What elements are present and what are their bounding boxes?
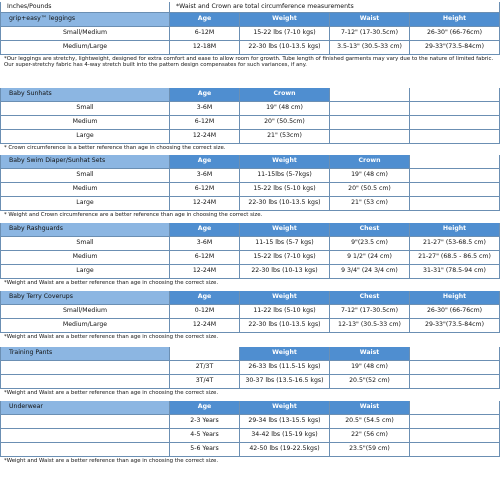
table-row <box>0 265 500 279</box>
section-title: Baby Terry Coverups <box>0 291 170 305</box>
table-cell: 15-22 lbs (7-10 kgs) <box>240 251 330 265</box>
size-name <box>0 375 170 389</box>
table-row <box>0 443 500 457</box>
table-cell: 29-33"(73.5-84cm) <box>410 41 500 55</box>
section-title: Underwear <box>0 401 170 415</box>
size-name: Medium/Large <box>0 41 170 55</box>
section-title: Baby Rashguards <box>0 223 170 237</box>
table-cell: 6-12M <box>170 183 240 197</box>
table-cell: 9 1/2" (24 cm) <box>330 251 410 265</box>
empty-cell <box>410 443 500 457</box>
column-header: Chest <box>330 223 410 237</box>
section-header-2 <box>0 155 500 169</box>
size-name: Medium <box>0 116 170 130</box>
section-note: *Weight and Waist are a better reference than age in choosing the correct size. <box>4 390 219 396</box>
table-row <box>0 169 500 183</box>
table-cell: 11-15 lbs (5-7 kgs) <box>240 237 330 251</box>
size-name: Small/Medium <box>0 27 170 41</box>
column-header: Height <box>410 13 500 27</box>
size-name <box>0 443 170 457</box>
table-cell: 12-13" (30.5-33 cm) <box>330 319 410 333</box>
table-row <box>0 415 500 429</box>
section-title: Baby Swim Diaper/Sunhat Sets <box>0 155 170 169</box>
empty-cell <box>410 169 500 183</box>
table-cell: 22" (56 cm) <box>330 429 410 443</box>
table-row <box>0 41 500 55</box>
size-name <box>0 361 170 375</box>
table-row <box>0 27 500 41</box>
table-cell: 21" (53 cm) <box>330 197 410 211</box>
section-header-5 <box>0 347 500 361</box>
table-cell: 12-24M <box>170 265 240 279</box>
section-title: grip+easy™ leggings <box>0 13 170 27</box>
column-header: Waist <box>330 401 410 415</box>
table-cell: 19" (48 cm) <box>330 169 410 183</box>
table-row <box>0 375 500 389</box>
size-name: Medium/Large <box>0 319 170 333</box>
table-row <box>0 319 500 333</box>
table-cell: 21-27" (68.5 - 86.5 cm) <box>410 251 500 265</box>
table-cell: 19" (48 cm) <box>330 361 410 375</box>
section-note: * Weight and Crown circumference are a better reference than age in choosing the correct size. <box>4 212 263 218</box>
table-cell: 26-30" (66-76cm) <box>410 27 500 41</box>
table-cell: 34-42 lbs (15-19 kgs) <box>240 429 330 443</box>
column-header: Weight <box>240 347 330 361</box>
empty-cell <box>410 116 500 130</box>
table-cell: 15-22 lbs (7-10 kgs) <box>240 27 330 41</box>
size-name: Medium <box>0 183 170 197</box>
table-cell: 26-30" (66-76cm) <box>410 305 500 319</box>
section-header-1 <box>0 88 500 102</box>
size-name: Large <box>0 130 170 144</box>
table-cell: 6-12M <box>170 116 240 130</box>
section-note: *Weight and Waist are a better reference than age in choosing the correct size. <box>4 458 219 464</box>
table-cell: 26-33 lbs (11.5-15 kgs) <box>240 361 330 375</box>
table-cell: 2-3 Years <box>170 415 240 429</box>
column-header: Weight <box>240 155 330 169</box>
table-cell: 7-12" (17-30.5cm) <box>330 27 410 41</box>
table-row <box>0 116 500 130</box>
size-name: Medium <box>0 251 170 265</box>
table-cell: 23.5"(59 cm) <box>330 443 410 457</box>
table-cell: 2T/3T <box>170 361 240 375</box>
table-cell: 15-22 lbs (5-10 kgs) <box>240 183 330 197</box>
table-cell: 6-12M <box>170 251 240 265</box>
table-cell: 31-31" (78.5-94 cm) <box>410 265 500 279</box>
table-row <box>0 102 500 116</box>
table-cell: 22-30 lbs (10-13.5 kgs) <box>240 197 330 211</box>
column-header: Height <box>410 223 500 237</box>
empty-cell <box>410 183 500 197</box>
table-cell: 22-30 lbs (10-13.5 kgs) <box>240 319 330 333</box>
column-header: Waist <box>330 347 410 361</box>
empty-cell <box>410 429 500 443</box>
column-header: Weight <box>240 401 330 415</box>
table-cell: 29-33"(73.5-84cm) <box>410 319 500 333</box>
table-cell: 4-5 Years <box>170 429 240 443</box>
table-cell: 21-27" (53-68.5 cm) <box>410 237 500 251</box>
table-cell: 20" (50.5cm) <box>240 116 330 130</box>
table-cell: 3T/4T <box>170 375 240 389</box>
section-note: *Our leggings are stretchy, lightweight, designed for extra comfort and ease to allow room for growth. Tube length of finished garments may vary due to the nature of limited fabric. Our super-stretchy fabric has 4-way stretch built into the pattern design compensates for such variances, if any. <box>4 56 494 69</box>
table-cell: 11-22 lbs (5-10 kgs) <box>240 305 330 319</box>
circumference-note: *Waist and Crown are total circumference measurements <box>170 2 500 13</box>
section-note: *Weight and Waist are a better reference than age in choosing the correct size. <box>4 334 219 340</box>
section-header-6 <box>0 401 500 415</box>
column-header: Crown <box>240 88 330 102</box>
column-header: Weight <box>240 291 330 305</box>
table-cell: 3.5-13" (30.5-33 cm) <box>330 41 410 55</box>
section-title: Training Pants <box>0 347 170 361</box>
column-header: Age <box>170 401 240 415</box>
empty-cell <box>410 415 500 429</box>
table-cell: 5-6 Years <box>170 443 240 457</box>
table-row <box>0 183 500 197</box>
column-header: Age <box>170 88 240 102</box>
empty-cell <box>410 361 500 375</box>
table-row <box>0 130 500 144</box>
size-name: Large <box>0 197 170 211</box>
table-cell: 7-12" (17-30.5cm) <box>330 305 410 319</box>
section-header-4 <box>0 291 500 305</box>
column-header: Age <box>170 291 240 305</box>
column-header: Weight <box>240 13 330 27</box>
empty-header-cell <box>410 88 500 102</box>
table-cell: 20.5" (54.5 cm) <box>330 415 410 429</box>
empty-cell <box>410 130 500 144</box>
table-cell: 20" (50.5 cm) <box>330 183 410 197</box>
empty-cell <box>330 102 410 116</box>
units-row <box>0 2 500 13</box>
column-header: Chest <box>330 291 410 305</box>
table-row <box>0 429 500 443</box>
table-cell: 0-12M <box>170 305 240 319</box>
table-cell: 3-6M <box>170 102 240 116</box>
empty-cell <box>410 375 500 389</box>
table-cell: 12-24M <box>170 197 240 211</box>
empty-header-cell <box>330 88 410 102</box>
empty-header-cell <box>410 155 500 169</box>
size-name: Small <box>0 237 170 251</box>
table-row <box>0 237 500 251</box>
column-header: Age <box>170 155 240 169</box>
empty-cell <box>330 130 410 144</box>
table-cell: 20.5"(52 cm) <box>330 375 410 389</box>
size-name <box>0 429 170 443</box>
column-header: Age <box>170 223 240 237</box>
column-header: Crown <box>330 155 410 169</box>
table-cell: 12-24M <box>170 319 240 333</box>
size-name: Small <box>0 169 170 183</box>
empty-cell <box>330 116 410 130</box>
section-note: *Weight and Waist are a better reference than age in choosing the correct size. <box>4 280 219 286</box>
section-title: Baby Sunhats <box>0 88 170 102</box>
column-header: Waist <box>330 13 410 27</box>
empty-header-cell <box>410 401 500 415</box>
table-cell: 12-24M <box>170 130 240 144</box>
section-note: * Crown circumference is a better reference than age in choosing the correct size. <box>4 145 226 151</box>
size-name <box>0 415 170 429</box>
empty-cell <box>410 197 500 211</box>
table-cell: 12-18M <box>170 41 240 55</box>
table-cell: 9"(23.5 cm) <box>330 237 410 251</box>
table-cell: 30-37 lbs (13.5-16.5 kgs) <box>240 375 330 389</box>
table-cell: 9 3/4" (24 3/4 cm) <box>330 265 410 279</box>
empty-header-cell <box>170 347 240 361</box>
size-name: Small/Medium <box>0 305 170 319</box>
empty-cell <box>410 102 500 116</box>
table-row <box>0 197 500 211</box>
table-cell: 42-50 lbs (19-22.5kgs) <box>240 443 330 457</box>
table-cell: 19" (48 cm) <box>240 102 330 116</box>
table-cell: 29-34 lbs (13-15.5 kgs) <box>240 415 330 429</box>
table-row <box>0 305 500 319</box>
table-cell: 21" (53cm) <box>240 130 330 144</box>
size-name: Small <box>0 102 170 116</box>
table-cell: 3-6M <box>170 169 240 183</box>
table-cell: 3-6M <box>170 237 240 251</box>
empty-header-cell <box>410 347 500 361</box>
section-header-0 <box>0 13 500 27</box>
table-cell: 11-15lbs (5-7kgs) <box>240 169 330 183</box>
column-header: Weight <box>240 223 330 237</box>
column-header: Height <box>410 291 500 305</box>
section-header-3 <box>0 223 500 237</box>
size-name: Large <box>0 265 170 279</box>
table-cell: 22-30 lbs (10-13 kgs) <box>240 265 330 279</box>
units-label: Inches/Pounds <box>0 2 170 13</box>
table-row <box>0 251 500 265</box>
column-header: Age <box>170 13 240 27</box>
table-cell: 6-12M <box>170 27 240 41</box>
table-cell: 22-30 lbs (10-13.5 kgs) <box>240 41 330 55</box>
table-row <box>0 361 500 375</box>
